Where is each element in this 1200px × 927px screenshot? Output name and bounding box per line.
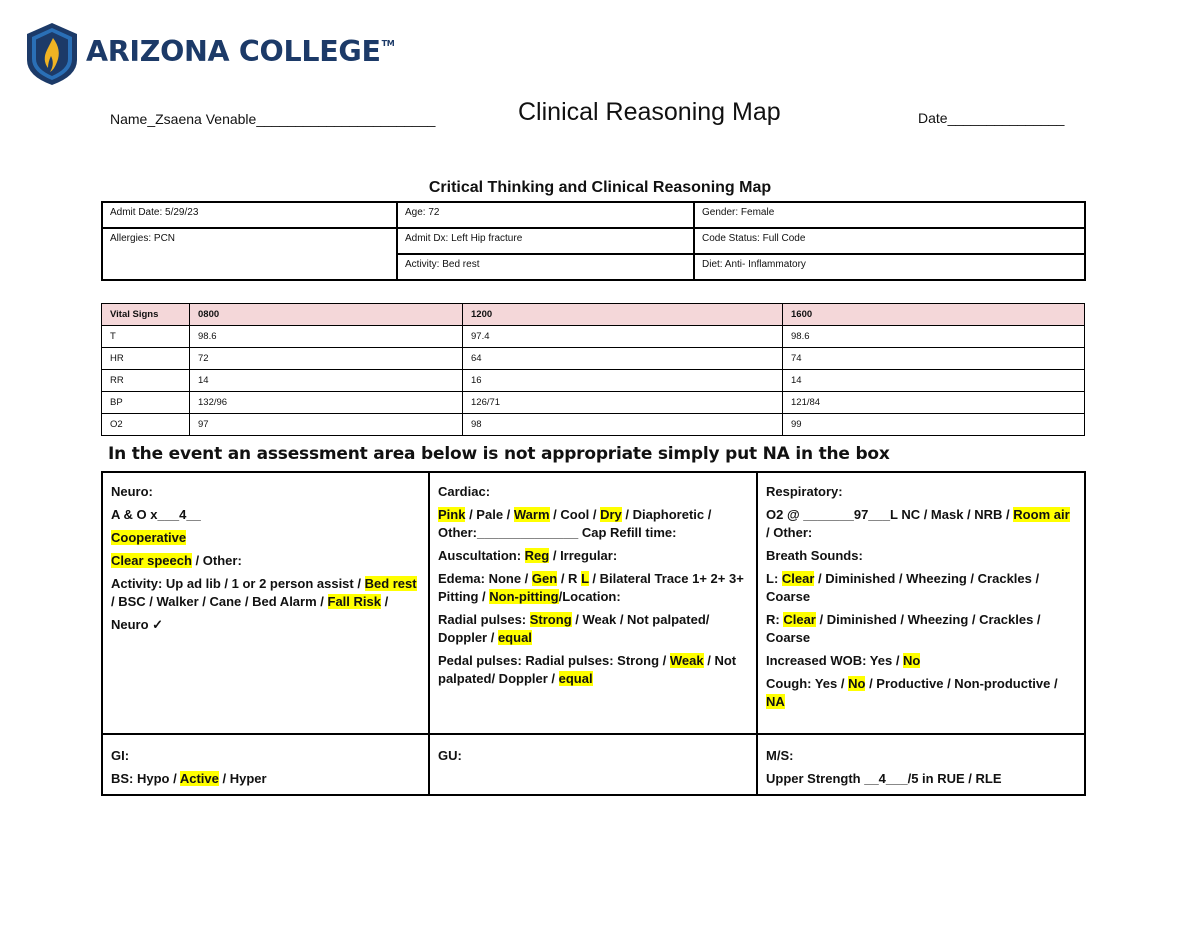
bowel-sounds-line: BS: Hypo / Active / Hyper	[111, 771, 267, 786]
vital-value: 72	[190, 348, 463, 370]
gen-highlight: Gen	[531, 571, 558, 586]
vital-value: 14	[783, 370, 1085, 392]
o2-other: / Other:	[766, 525, 813, 540]
strong-highlight: Strong	[529, 612, 572, 627]
ms-title: M/S:	[766, 748, 794, 763]
equal-highlight: equal	[558, 671, 593, 686]
cardiac-title: Cardiac:	[438, 484, 491, 499]
radial-pulses-line: Radial pulses: Strong / Weak / Not palpated/	[438, 612, 710, 627]
reg-highlight: Reg	[524, 548, 550, 563]
vital-value: 126/71	[463, 392, 783, 414]
logo-wordmark: ARIZONA COLLEGE™	[86, 35, 395, 68]
bed-rest-highlight: Bed rest	[364, 576, 417, 591]
admit-dx-cell: Admit Dx: Left Hip fracture	[397, 228, 694, 254]
table-row	[102, 370, 1085, 392]
na-instruction: In the event an assessment area below is not appropriate simply put NA in the box	[108, 444, 890, 464]
neuro-aox: A & O x___4__	[111, 507, 201, 522]
neuro-check: Neuro ✓	[111, 617, 164, 632]
left-lung-coarse: Coarse	[766, 589, 811, 604]
neuro-other: / Other:	[191, 553, 242, 568]
doppler-line: Doppler / equal	[438, 630, 532, 645]
room-air-highlight: Room air	[1013, 507, 1070, 522]
gender-cell: Gender: Female	[694, 202, 1085, 228]
code-status-cell: Code Status: Full Code	[694, 228, 1085, 254]
no-highlight: No	[848, 676, 866, 691]
weak-highlight: Weak	[669, 653, 704, 668]
left-lung-line: L: Clear / Diminished / Wheezing / Crackles /	[766, 571, 1040, 586]
skin-line: Pink / Pale / Warm / Cool / Dry / Diaphoretic /	[438, 507, 712, 522]
table-row	[102, 348, 1085, 370]
table-row	[102, 326, 1085, 348]
na-highlight: NA	[766, 694, 785, 709]
vital-value: 14	[190, 370, 463, 392]
diet-cell: Diet: Anti- Inflammatory	[694, 254, 1085, 280]
pedal-pulses-line: Pedal pulses: Radial pulses: Strong / Weak / Not	[438, 653, 737, 668]
breath-sounds-label: Breath Sounds:	[766, 548, 863, 563]
respiratory-title: Respiratory:	[766, 484, 843, 499]
active-highlight: Active	[179, 771, 219, 786]
age-cell: Age: 72	[397, 202, 694, 228]
warm-highlight: Warm	[513, 507, 550, 522]
cough-line: Cough: Yes / No / Productive / Non-productive /	[766, 676, 1058, 691]
cooperative-highlight: Cooperative	[111, 530, 187, 545]
vital-label: RR	[102, 370, 190, 392]
cardiac-section	[429, 472, 757, 734]
table-row	[102, 392, 1085, 414]
vitals-header-cell: Vital Signs	[102, 304, 190, 326]
vital-value: 121/84	[783, 392, 1085, 414]
o2-line: O2 @ _______97___L NC / Mask / NRB / Room air	[766, 507, 1070, 522]
admit-date-cell: Admit Date: 5/29/23	[102, 202, 397, 228]
vital-label: BP	[102, 392, 190, 414]
equal-highlight: equal	[497, 630, 532, 645]
fall-risk-highlight: Fall Risk	[327, 594, 381, 609]
vital-signs-table	[101, 303, 1085, 436]
dry-highlight: Dry	[600, 507, 622, 522]
vitals-header-cell: 0800	[190, 304, 463, 326]
name-field: Name_Zsaena Venable_______________________	[110, 111, 436, 127]
cap-refill-line: Other:______________ Cap Refill time:	[438, 525, 677, 540]
neuro-activity: Activity: Up ad lib / 1 or 2 person assist / Bed rest / BSC / Walker / Cane / Bed Alarm / Fall Risk /	[111, 576, 417, 609]
allergies-cell: Allergies: PCN	[102, 228, 397, 254]
wob-line: Increased WOB: Yes / No	[766, 653, 921, 668]
non-pitting-highlight: Non-pitting	[489, 589, 559, 604]
vital-value: 99	[783, 414, 1085, 436]
vitals-header-cell: 1600	[783, 304, 1085, 326]
page-title: Clinical Reasoning Map	[518, 98, 781, 126]
clear-highlight: Clear	[783, 612, 816, 627]
pedal-doppler-line: palpated/ Doppler / equal	[438, 671, 593, 686]
right-lung-line: R: Clear / Diminished / Wheezing / Crackles /	[766, 612, 1041, 627]
arizona-college-logo	[26, 22, 395, 88]
vitals-header-row	[102, 304, 1085, 326]
right-lung-coarse: Coarse	[766, 630, 811, 645]
clear-highlight: Clear	[781, 571, 815, 586]
vital-value: 97.4	[463, 326, 783, 348]
vital-label: O2	[102, 414, 190, 436]
vital-value: 16	[463, 370, 783, 392]
pitting-line: Pitting / Non-pitting/Location:	[438, 589, 621, 604]
upper-strength-line: Upper Strength __4___/5 in RUE / RLE	[766, 771, 1002, 786]
date-field: Date_______________	[918, 110, 1065, 126]
gi-section	[102, 734, 429, 795]
vital-label: T	[102, 326, 190, 348]
gu-section	[429, 734, 757, 795]
shield-flame-icon	[26, 22, 78, 86]
vital-value: 132/96	[190, 392, 463, 414]
left-highlight: L	[581, 571, 589, 586]
assessment-table	[101, 471, 1086, 796]
activity-cell: Activity: Bed rest	[397, 254, 694, 280]
empty-cell	[102, 254, 397, 280]
vital-label: HR	[102, 348, 190, 370]
gu-title: GU:	[438, 748, 462, 763]
gi-title: GI:	[111, 748, 130, 763]
vital-value: 98.6	[190, 326, 463, 348]
neuro-section	[102, 472, 429, 734]
auscultation-line: Auscultation: Reg / Irregular:	[438, 548, 618, 563]
vital-value: 64	[463, 348, 783, 370]
vital-value: 74	[783, 348, 1085, 370]
pink-highlight: Pink	[438, 507, 466, 522]
neuro-title: Neuro:	[111, 484, 153, 499]
vitals-header-cell: 1200	[463, 304, 783, 326]
no-highlight: No	[903, 653, 921, 668]
edema-line: Edema: None / Gen / R L / Bilateral Trace 1+ 2+ 3+	[438, 571, 744, 586]
respiratory-section	[757, 472, 1085, 734]
ms-section	[757, 734, 1085, 795]
vital-value: 98.6	[783, 326, 1085, 348]
map-title: Critical Thinking and Clinical Reasoning Map	[428, 179, 772, 196]
vital-value: 98	[463, 414, 783, 436]
table-row	[102, 414, 1085, 436]
clear-speech-highlight: Clear speech	[111, 553, 192, 568]
patient-info-table	[101, 201, 1086, 281]
vital-value: 97	[190, 414, 463, 436]
